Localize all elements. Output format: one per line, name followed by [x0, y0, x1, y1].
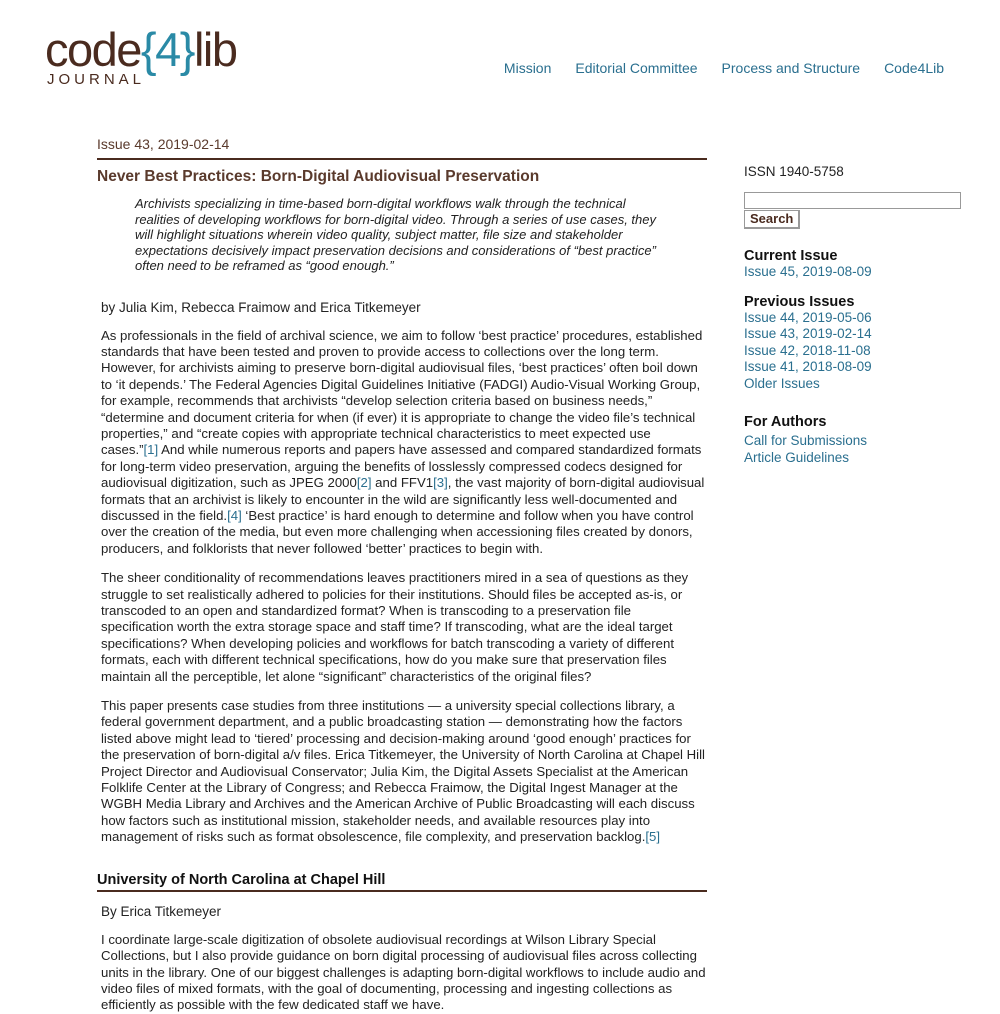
previous-issue-link[interactable]: Issue 43, 2019-02-14 — [744, 326, 872, 341]
top-navigation — [504, 60, 944, 76]
logo-subtitle: JOURNAL — [47, 71, 146, 88]
section-byline: By Erica Titkemeyer — [101, 903, 222, 919]
paragraph-text: And while numerous reports and papers have assessed and compared standardized formats for long-term video preservation, arguing the benefits of losslessly compressed codecs designed for audiovisual digitization, such as JPEG 2000 — [101, 442, 702, 491]
current-issue-heading: Current Issue — [744, 248, 838, 264]
for-authors-list — [744, 433, 964, 466]
footnote-link-4[interactable]: [4] — [227, 507, 242, 523]
paragraph-text: ‘Best practice’ is hard enough to determine and follow when you have control over the creation of the media, but even more challenging when accessioning files created by donors, producers, and folklorists that never followed ‘better’ practices to begin with. — [101, 507, 694, 556]
current-issue-link[interactable]: Issue 45, 2019-08-09 — [744, 264, 872, 279]
nav-code4lib-link[interactable]: Code4Lib — [884, 60, 944, 76]
search-input[interactable] — [744, 192, 961, 209]
issn-label: ISSN 1940-5758 — [744, 164, 844, 179]
article-paragraph — [101, 698, 707, 846]
logo-wordmark — [45, 22, 237, 78]
footnote-link-2[interactable]: [2] — [356, 475, 372, 491]
nav-mission-link[interactable]: Mission — [503, 60, 552, 76]
previous-issue-link[interactable]: Issue 42, 2018-11-08 — [744, 342, 871, 358]
footnote-link-5[interactable]: [5] — [645, 829, 661, 845]
logo-open-brace: { — [140, 23, 156, 76]
previous-issues-heading: Previous Issues — [744, 293, 855, 310]
footnote-link-1[interactable]: [1] — [143, 442, 159, 458]
footnote-link-3[interactable]: [3] — [433, 475, 448, 491]
nav-process-structure-link[interactable]: Process and Structure — [721, 60, 861, 76]
logo-code: code — [45, 23, 141, 76]
article-abstract: Archivists specializing in time-based born-digital workflows walk through the technical realities of developing workflows for born-digital video. Through a series of use cases, they will highlight situations wherein video quality, subject matter, file size and stakeholder expectations decisively impact preservation decisions and considerations of “best practice” often need to be reframed as “good enough.” — [135, 196, 656, 273]
article-title: Never Best Practices: Born-Digital Audiovisual Preservation — [97, 168, 540, 185]
paragraph-text: , the vast majority of born-digital audiovisual formats that an archivist is likely to encounter in the wild are significantly less well-documented and discussed in the field. — [101, 475, 705, 523]
previous-issue-link[interactable]: Issue 41, 2018-08-09 — [744, 359, 872, 374]
current-issue-list — [744, 264, 964, 281]
section-heading-unc: University of North Carolina at Chapel Hill — [97, 872, 707, 892]
article-paragraph: I coordinate large-scale digitization of obsolete audiovisual recordings at Wilson Library Special Collections, but I also provide guidance on born digital processing of audiovisual files across collecting units in the library. One of our biggest challenges is adapting born-digital workflows to include audio and video files of mixed formats, with the goal of documenting, processing and ingesting collections as efficiently as possible with the few dedicated staff we have. — [101, 931, 706, 1013]
article-paragraph: The sheer conditionality of recommendations leaves practitioners mired in a sea of questions as they struggle to set realistically adhered to policies for their institutions. Should files be accepted as-is, or transcoded to an open and standardized format? When is transcoding to a preservation file specification worth the extra storage space and staff time? If transcoding, what are the ideal target specifications? When developing policies and workflows for batch transcoding a variety of different formats, each with different technical specifications, how do you make sure that preservation files maintain all the perceptible, let alone “significant” characteristics of the original files? — [101, 570, 689, 684]
paragraph-text: and FFV1 — [371, 475, 434, 491]
logo-close-brace: } — [179, 23, 194, 76]
paragraph-text: As professionals in the field of archival science, we aim to follow ‘best practice’ procedures, established standards that have been tested and proven to provide access to collections over the long term. However, for archivists aiming to preserve born-digital audiovisual files, ‘best practices’ often boil down to ‘it depends.’ The Federal Agencies Digital Guidelines Initiative (FADGI) Audio-Visual Working Group, for example, recommends that archivists “develop selection criteria based on business needs,” “determine and document criteria for when (if ever) it is appropriate to change the video file’s technical properties,” and “create copies with appropriate technical characteristics to meet expected use cases.” — [101, 327, 703, 458]
for-authors-heading: For Authors — [744, 414, 827, 430]
search-button[interactable]: Search — [744, 210, 800, 229]
article-guidelines-link[interactable]: Article Guidelines — [744, 449, 850, 465]
logo-lib: lib — [193, 23, 237, 76]
nav-editorial-committee-link[interactable]: Editorial Committee — [575, 60, 698, 76]
site-logo[interactable] — [45, 23, 245, 90]
article-paragraph — [101, 328, 707, 558]
article-main — [97, 136, 707, 1014]
paragraph-text: This paper presents case studies from three institutions — a university special collections library, a federal government department, and a public broadcasting station — demonstrating how the factors listed above might lead to ‘tiered’ processing and decision-making around ‘good enough’ practices for the preservation of born-digital a/v files. Erica Titkemeyer, the University of North Carolina at Chapel Hill Project Director and Audiovisual Conservator; Julia Kim, the Digital Assets Specialist at the American Folklife Center at the Library of Congress; and Rebecca Fraimow, the Digital Ingest Manager at the WGBH Media Library and Archives and the American Archive of Public Broadcasting will each discuss how factors such as institutional mission, stakeholder needs, and available resources play into management of risks such as format obsolescence, file complexity, and preservation backlog. — [101, 698, 705, 845]
call-for-submissions-link[interactable]: Call for Submissions — [744, 433, 868, 448]
article-byline: by Julia Kim, Rebecca Fraimow and Erica Titkemeyer — [101, 299, 421, 315]
older-issues-link[interactable]: Older Issues — [744, 375, 820, 391]
previous-issues-list — [744, 310, 964, 393]
sidebar — [744, 164, 964, 466]
previous-issue-link[interactable]: Issue 44, 2019-05-06 — [744, 309, 872, 325]
issue-label: Issue 43, 2019-02-14 — [97, 136, 707, 160]
logo-four: 4 — [155, 23, 180, 76]
